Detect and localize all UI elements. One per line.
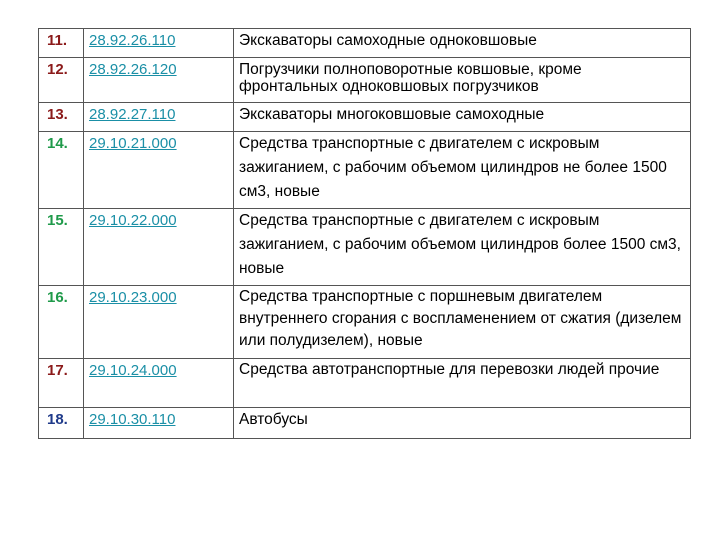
row-number: 18. [39, 408, 84, 439]
row-description: Погрузчики полноповоротные ковшовые, кроме фронтальных одноковшовых погрузчиков [234, 58, 691, 103]
codes-table-container [38, 28, 690, 439]
code-link[interactable]: 29.10.24.000 [84, 359, 234, 408]
row-description: Средства транспортные с двигателем с искровым зажиганием, с рабочим объемом цилиндров более 1500 см3, новые [234, 209, 691, 286]
row-number: 14. [39, 132, 84, 209]
row-number: 15. [39, 209, 84, 286]
row-number: 17. [39, 359, 84, 408]
table-row [39, 103, 691, 132]
code-link[interactable]: 28.92.27.110 [84, 103, 234, 132]
row-number: 12. [39, 58, 84, 103]
code-link[interactable]: 29.10.30.110 [84, 408, 234, 439]
row-description: Средства транспортные с поршневым двигателем внутреннего сгорания с воспламенением от сжатия (дизелем или полудизелем), новые [234, 286, 691, 359]
row-description: Средства автотранспортные для перевозки людей прочие [234, 359, 691, 408]
code-link[interactable]: 28.92.26.110 [84, 29, 234, 58]
row-number: 11. [39, 29, 84, 58]
table-row [39, 132, 691, 209]
code-link[interactable]: 29.10.23.000 [84, 286, 234, 359]
code-link[interactable]: 29.10.21.000 [84, 132, 234, 209]
row-description: Автобусы [234, 408, 691, 439]
row-description: Экскаваторы самоходные одноковшовые [234, 29, 691, 58]
table-row [39, 209, 691, 286]
table-row [39, 286, 691, 359]
table-row [39, 408, 691, 439]
table-row [39, 359, 691, 408]
row-number: 13. [39, 103, 84, 132]
code-link[interactable]: 28.92.26.120 [84, 58, 234, 103]
codes-table [38, 28, 691, 439]
row-number: 16. [39, 286, 84, 359]
code-link[interactable]: 29.10.22.000 [84, 209, 234, 286]
row-description: Средства транспортные с двигателем с искровым зажиганием, с рабочим объемом цилиндров не более 1500 см3, новые [234, 132, 691, 209]
table-row [39, 58, 691, 103]
table-row [39, 29, 691, 58]
row-description: Экскаваторы многоковшовые самоходные [234, 103, 691, 132]
